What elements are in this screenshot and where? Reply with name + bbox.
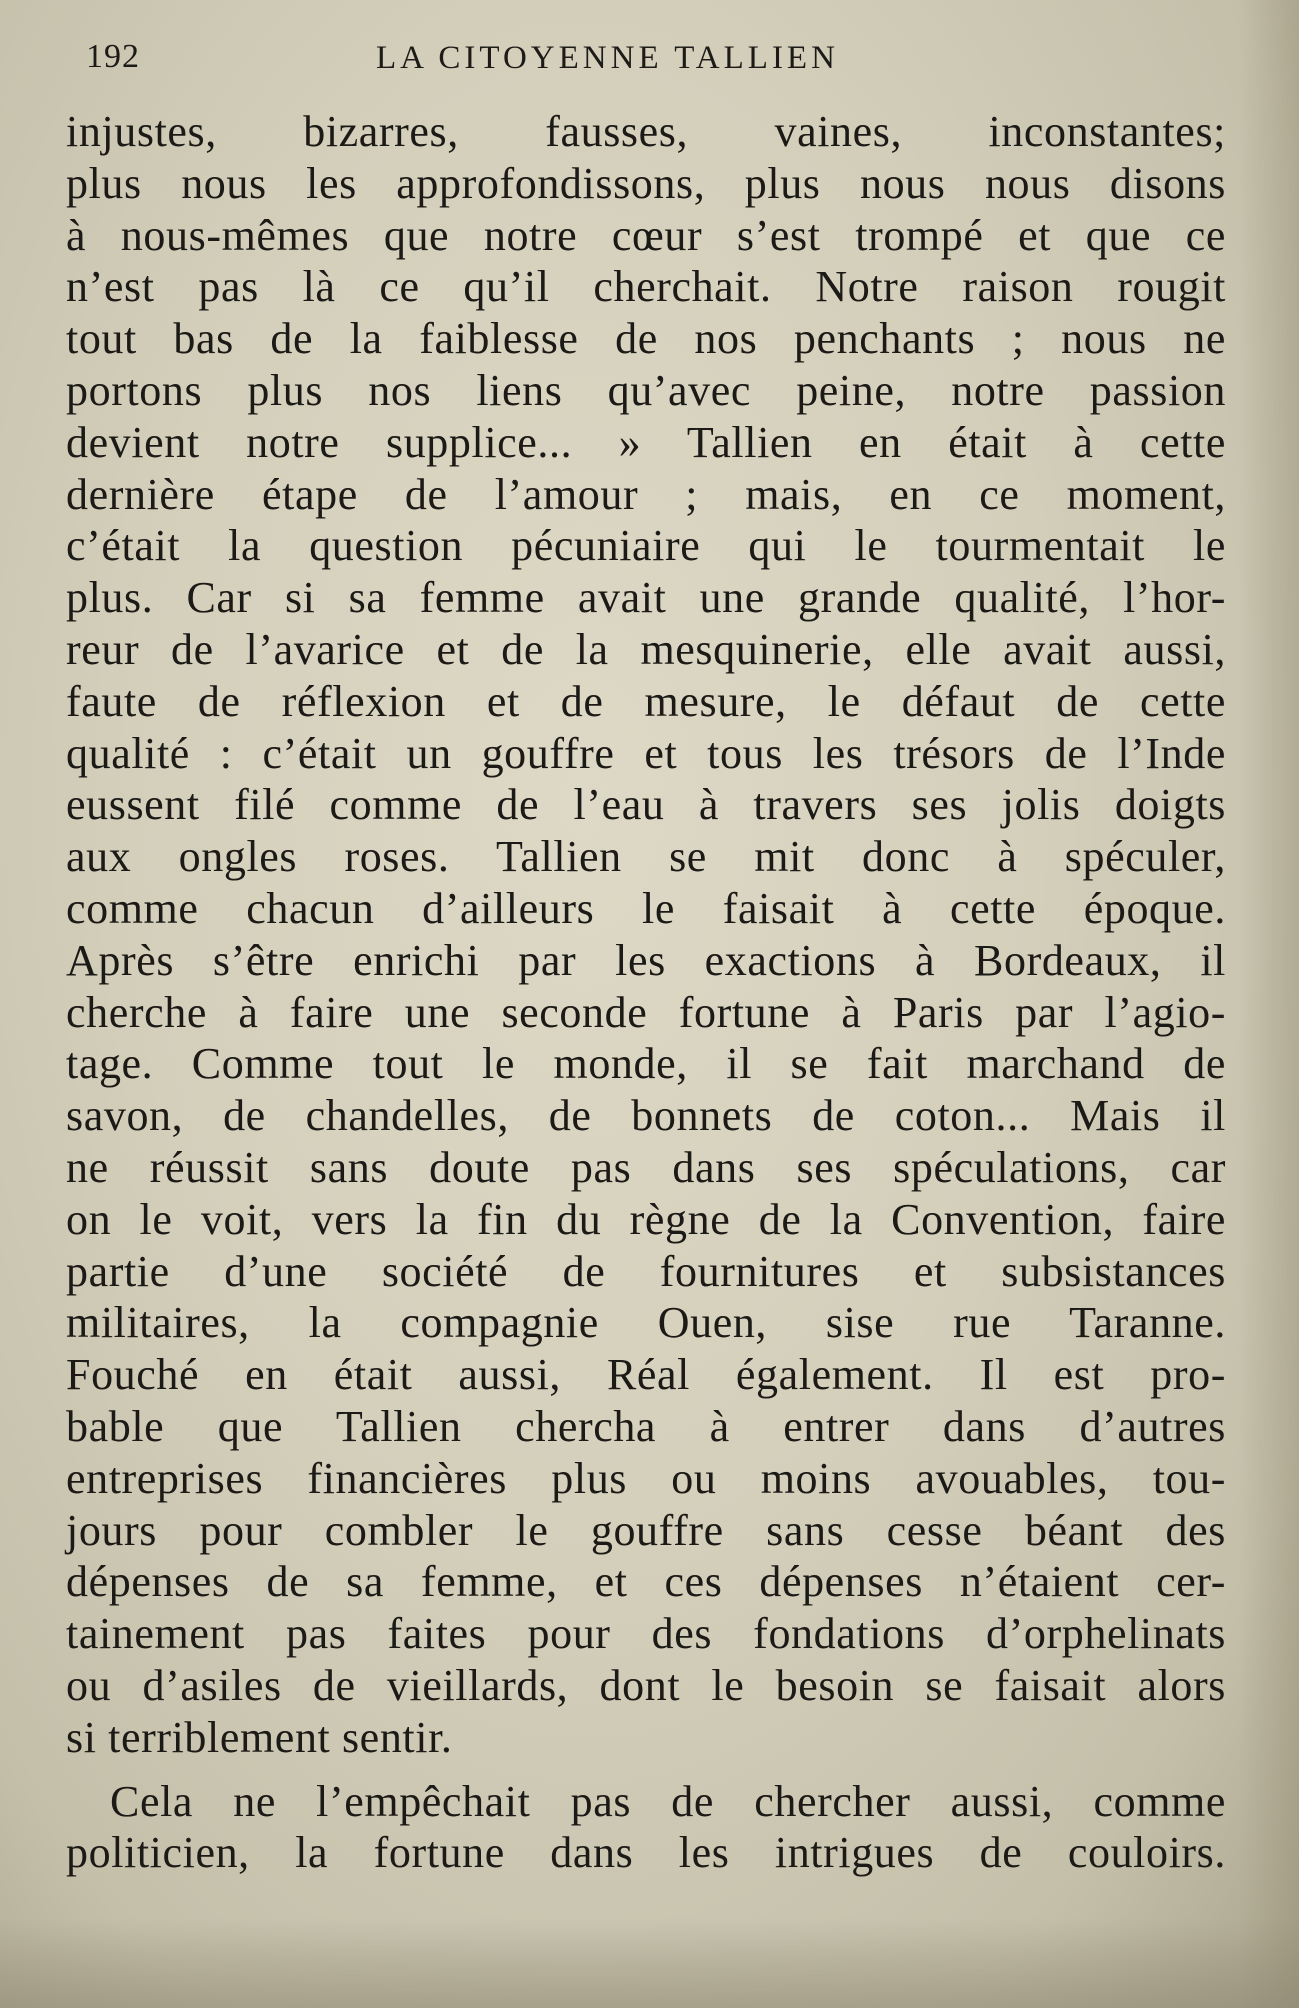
text-line: partie d’une société de fournitures et subsistances xyxy=(66,1246,1226,1296)
text-line: aux ongles roses. Tallien se mit donc à spéculer, xyxy=(66,832,1226,882)
text-line: ne réussit sans doute pas dans ses spéculations, car xyxy=(66,1142,1226,1192)
page-number: 192 xyxy=(86,38,140,75)
text-line: politicien, la fortune dans les intrigues de couloirs. xyxy=(66,1828,1226,1878)
text-line: Fouché en était aussi, Réal également. Il est pro- xyxy=(66,1350,1226,1400)
text-line: cherche à faire une seconde fortune à Paris par l’agio- xyxy=(66,987,1226,1037)
running-title: LA CITOYENNE TALLIEN xyxy=(376,40,839,76)
text-line: ou d’asiles de vieillards, dont le besoin se faisait alors xyxy=(66,1660,1226,1710)
text-line: tainement pas faites pour des fondations d’orphelinats xyxy=(66,1609,1226,1659)
paragraph-2 xyxy=(66,1776,1226,1880)
text-line: devient notre supplice... » Tallien en était à cette xyxy=(66,417,1226,467)
text-line: qualité : c’était un gouffre et tous les trésors de l’Inde xyxy=(66,728,1226,778)
text-line: bable que Tallien chercha à entrer dans d’autres xyxy=(66,1401,1226,1451)
text-line: dernière étape de l’amour ; mais, en ce moment, xyxy=(66,469,1226,519)
text-line: savon, de chandelles, de bonnets de coton... Mais il xyxy=(66,1091,1226,1141)
text-line: Cela ne l’empêchait pas de chercher aussi, comme xyxy=(110,1776,1226,1826)
text-line: militaires, la compagnie Ouen, sise rue Taranne. xyxy=(66,1298,1226,1348)
text-line: Après s’être enrichi par les exactions à Bordeaux, il xyxy=(66,935,1226,985)
text-line: tout bas de la faiblesse de nos penchants ; nous ne xyxy=(66,314,1226,364)
text-line: dépenses de sa femme, et ces dépenses n’étaient cer- xyxy=(66,1557,1226,1607)
text-line: injustes, bizarres, fausses, vaines, inconstantes; xyxy=(66,107,1226,156)
text-line: reur de l’avarice et de la mesquinerie, elle avait aussi, xyxy=(66,624,1226,674)
text-line: n’est pas là ce qu’il cherchait. Notre raison rougit xyxy=(66,262,1226,312)
text-line: c’était la question pécuniaire qui le tourmentait le xyxy=(66,521,1226,571)
text-line: on le voit, vers la fin du règne de la Convention, faire xyxy=(66,1194,1226,1244)
text-line: entreprises financières plus ou moins avouables, tou- xyxy=(66,1453,1226,1503)
text-line: si terriblement sentir. xyxy=(66,1712,453,1762)
page-header xyxy=(86,38,1226,88)
text-line: faute de réflexion et de mesure, le défaut de cette xyxy=(66,676,1226,726)
text-line: plus nous les approfondissons, plus nous nous disons xyxy=(66,158,1226,208)
body-text xyxy=(66,106,1226,1879)
paragraph-1 xyxy=(66,106,1226,1764)
text-line: plus. Car si sa femme avait une grande qualité, l’hor- xyxy=(66,573,1226,623)
text-line: tage. Comme tout le monde, il se fait marchand de xyxy=(66,1039,1226,1089)
text-line: à nous-mêmes que notre cœur s’est trompé et que ce xyxy=(66,210,1226,260)
text-line: eussent filé comme de l’eau à travers ses jolis doigts xyxy=(66,780,1226,830)
paragraph-gap xyxy=(66,1764,1226,1776)
text-line: portons plus nos liens qu’avec peine, notre passion xyxy=(66,365,1226,415)
text-line: comme chacun d’ailleurs le faisait à cette époque. xyxy=(66,883,1226,933)
text-line: jours pour combler le gouffre sans cesse béant des xyxy=(66,1505,1226,1555)
